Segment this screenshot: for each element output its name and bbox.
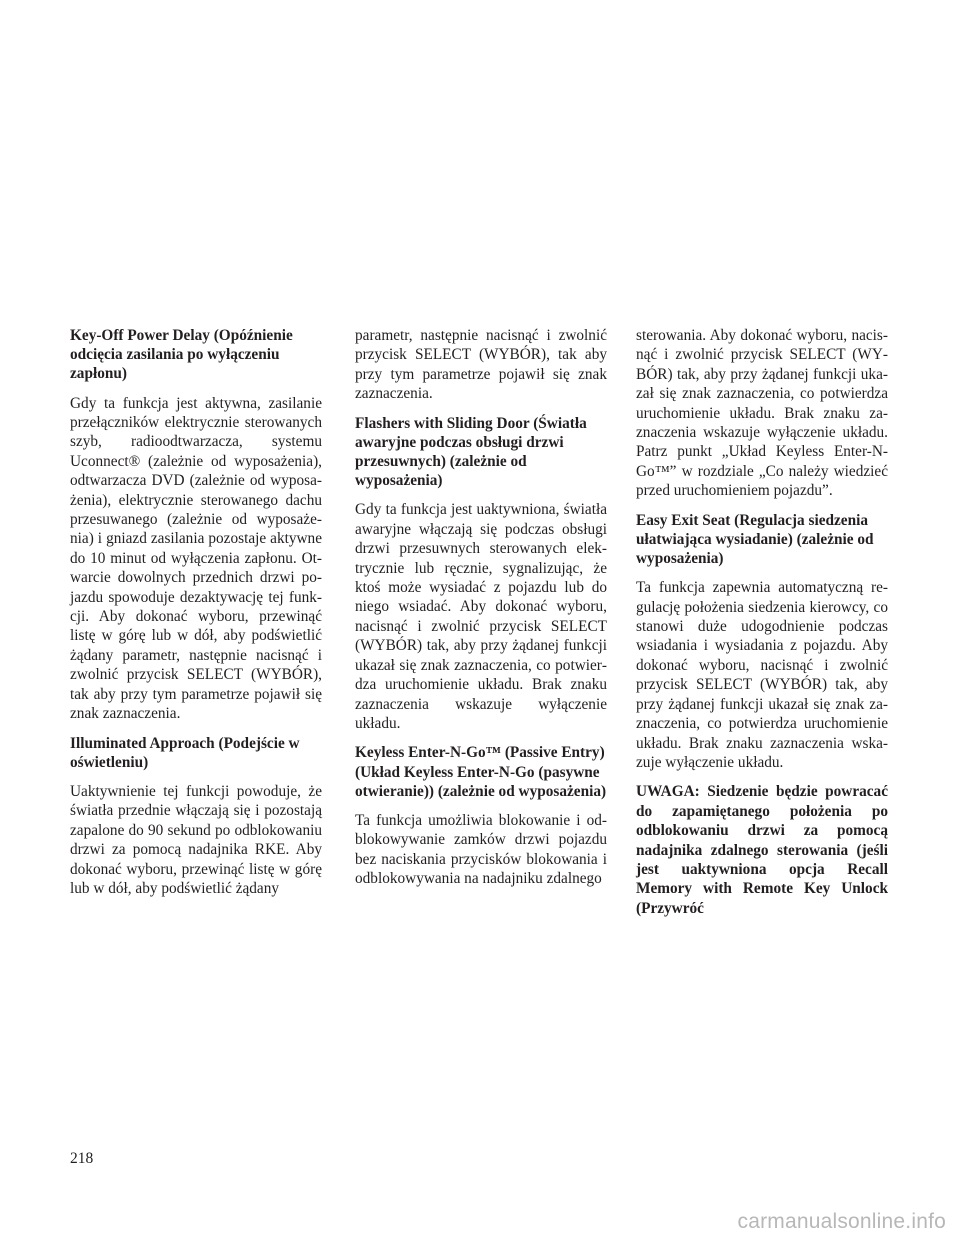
section-heading-illuminated-approach: Illuminated Approach (Podejście w oświetleniu) bbox=[70, 734, 300, 771]
section-heading-flashers-sliding-door: Flashers with Sliding Door (Światła awaryjne podczas obsługi drzwi przesuwnych) (zależnie od wyposażenia) bbox=[355, 414, 587, 490]
paragraph-illuminated-approach: Uaktywnienie tej funkcji powoduje, że światła przednie włączają się i pozostają zapalone do 90 sekund po odblokowaniu drzwi za pomocą nadajnika RKE. Aby dokonać wyboru, przewinąć listę w górę lub w dół, aby podświetlić żądany bbox=[70, 782, 322, 897]
paragraph-key-off-power-delay: Gdy ta funkcja jest aktywna, zasilanie przełączników elektrycznie sterowanych szyb, radioodtwarzacza, systemu Uconnect® (zależnie od wyposażenia), odtwarzacza DVD (zależnie od wyposażenia), elektrycznie sterowanego dachu przesuwanego (zależnie od wyposażenia) i gniazd zasilania pozostaje aktywne do 10 minut od wyłączenia zapłonu. Otwarcie dowolnych przednich drzwi pojazdu spowoduje dezaktywację tej funkcji. Aby dokonać wyboru, przewinąć listę w górę lub w dół, aby podświetlić żądany parametr, następnie nacisnąć i zwolnić przycisk SELECT (WYBÓR), tak aby przy tym parametrze pojawił się znak zaznaczenia. bbox=[70, 394, 322, 723]
section-heading-easy-exit-seat: Easy Exit Seat (Regulacja siedzenia ułatwiająca wysiadanie) (zależnie od wyposażenia) bbox=[636, 511, 874, 568]
section-heading-keyless-enter-n-go: Keyless Enter-N-Go™ (Passive Entry) (Układ Keyless Enter-N-Go (pasywne otwieranie)) (zależnie od wyposażenia) bbox=[355, 744, 607, 800]
text-column-middle bbox=[355, 326, 607, 899]
paragraph-flashers-sliding-door: Gdy ta funkcja jest uaktywniona, światła awaryjne włączają się podczas obsługi drzwi przesuwnych sterowanych elektrycznie lub ręcznie, sygnalizując, że ktoś może wysiadać z pojazdu lub do niego wsiadać. Aby dokonać wyboru, nacisnąć i zwolnić przycisk SELECT (WYBÓR) tak, aby przy żądanej funkcji ukazał się znak zaznaczenia, co potwierdza uruchomienie układu. Brak znaku zaznaczenia wskazuje wyłączenie układu. bbox=[355, 501, 607, 732]
text-column-left bbox=[70, 326, 322, 908]
paragraph-illuminated-approach-continued: parametr, następnie nacisnąć i zwolnić przycisk SELECT (WYBÓR), tak aby przy tym parametrze pojawił się znak zaznaczenia. bbox=[355, 327, 607, 403]
section-heading-key-off-power-delay: Key-Off Power Delay (Opóźnienie odcięcia zasilania po wyłączeniu zapłonu) bbox=[70, 327, 293, 383]
watermark-logo: carmanualsonline.info bbox=[737, 1210, 946, 1233]
page-number: 218 bbox=[70, 1150, 94, 1167]
paragraph-keyless-enter-n-go-continued: sterowania. Aby dokonać wyboru, nacisnąć i zwolnić przycisk SELECT (WYBÓR) tak, aby przy żądanej funkcji ukazał się znak zaznaczenia, co potwierdza uruchomienie układu. Brak znaku zaznaczenia wskazuje wyłączenie układu. Patrz punkt „Układ Keyless Enter-N-Go™” w rozdziale „Co należy wiedzieć przed uruchomieniem pojazdu”. bbox=[636, 327, 888, 500]
text-column-right bbox=[636, 326, 888, 918]
warning-note: UWAGA: Siedzenie będzie powracać do zapamiętanego położenia po odblokowaniu drzwi za pomocą nadajnika zdalnego sterowania (jeśli jest uaktywniona opcja Recall Memory with Remote Key Unlock (Przywróć bbox=[636, 783, 888, 917]
paragraph-easy-exit-seat: Ta funkcja zapewnia automatyczną regulację położenia siedzenia kierowcy, co stanowi duże udogodnienie podczas wsiadania i wysiadania z pojazdu. Aby dokonać wyboru, nacisnąć i zwolnić przycisk SELECT (WYBÓR) tak, aby przy żądanej funkcji ukazał się znak zaznaczenia, co potwierdza uruchomienie układu. Brak znaku zaznaczenia wskazuje wyłączenie układu. bbox=[636, 579, 888, 771]
paragraph-keyless-enter-n-go: Ta funkcja umożliwia blokowanie i odblokowywanie zamków drzwi pojazdu bez naciskania przycisków blokowania i odblokowywania na nadajniku zdalnego bbox=[355, 811, 607, 888]
